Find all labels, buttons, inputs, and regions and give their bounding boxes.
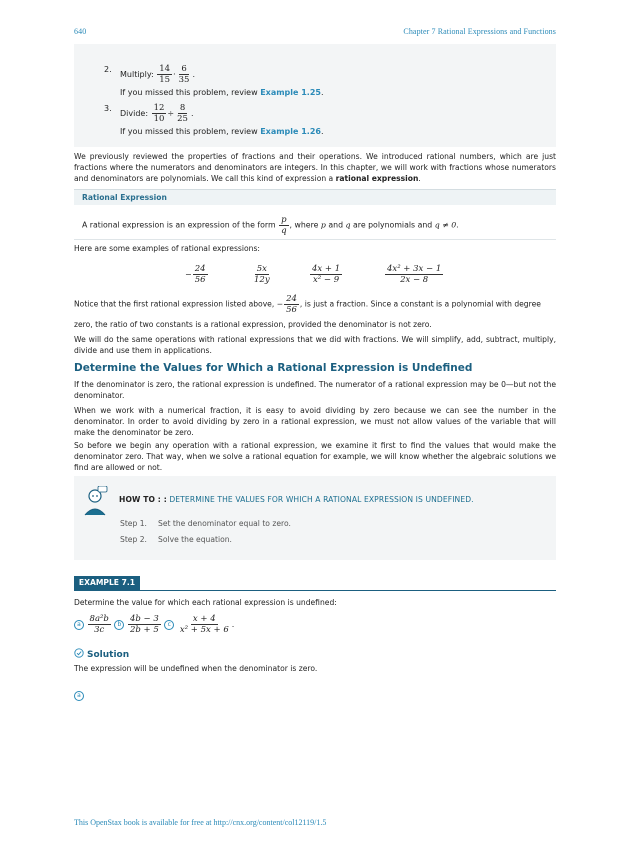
review-note: If you missed this problem, review Example 1.25. — [120, 88, 324, 97]
section-paragraph: If the denominator is zero, the rational expression is undefined. The numerator of a rational expression may be 0—but not the denominator. — [74, 380, 556, 400]
item-number: 2. — [104, 65, 112, 74]
item-number: 3. — [104, 104, 112, 113]
fraction: $\frac{p}{q}$ — [281, 215, 287, 236]
example-header — [74, 576, 556, 591]
fraction: $\frac{12}{10}$ — [153, 103, 165, 124]
readiness-item-2: 2. Multiply: $\frac{14}{15}$ · $\frac{6}{35}$ . — [104, 64, 195, 85]
definition-body: A rational expression is an expression of the form $\frac{p}{q}$ , where p and q are polynomials and q ≠ 0. — [74, 205, 556, 240]
part-label: a — [74, 620, 84, 630]
how-to-title: HOW TO : : DETERMINE THE VALUES FOR WHICH A RATIONAL EXPRESSION IS UNDEFINED. — [119, 495, 474, 504]
fraction: $\frac{14}{15}$ — [159, 64, 171, 85]
part-label: a — [74, 691, 84, 701]
operator: ÷ — [167, 109, 175, 118]
examples-intro: Here are some examples of rational expressions: — [74, 244, 260, 253]
example-expression: $\frac{\text{4x² + 3x − 1}}{2x - 8}$ — [387, 264, 442, 285]
solution-part-a — [74, 685, 84, 704]
section-heading: Determine the Values for Which a Rational Expression is Undefined — [74, 362, 473, 374]
page-number: 640 — [74, 27, 87, 36]
example-expression: − $\frac{24}{56}$ — [185, 264, 206, 285]
example-prompt: Determine the value for which each rational expression is undefined: — [74, 598, 337, 607]
fraction: $\frac{6}{35}$ — [178, 64, 190, 85]
part-label: c — [164, 620, 174, 630]
teacher-icon — [82, 486, 108, 516]
solution-text: The expression will be undefined when the denominator is zero. — [74, 664, 318, 673]
section-paragraph: So before we begin any operation with a rational expression, we examine it first to find the values that would make the denominator zero. That way, when we solve a rational equation for example, we will know whether the algebraic solutions we find are allowed or not. — [74, 441, 556, 472]
operator: · — [173, 70, 176, 79]
operations-paragraph: We will do the same operations with rational expressions that we did with fractions. We will simplify, add, subtract, multiply, divide and use them in applications. — [74, 335, 556, 355]
review-note: If you missed this problem, review Example 1.26. — [120, 127, 324, 136]
section-paragraph: When we work with a numerical fraction, it is easy to avoid dividing by zero because we can see the number in the denominator. In order to avoid dividing by zero in a rational expression, we must not allow values of the variable that will make the denominator be zero. — [74, 406, 556, 437]
fraction: $\frac{8}{25}$ — [177, 103, 188, 124]
example-expression: $\frac{5x}{12y}$ — [254, 264, 270, 285]
solution-heading: Solution — [74, 648, 129, 660]
review-link[interactable]: Example 1.25 — [260, 88, 321, 97]
check-circle-icon — [74, 648, 84, 658]
review-link[interactable]: Example 1.26 — [260, 127, 321, 136]
item-label: Multiply: — [120, 70, 154, 79]
notice-paragraph: Notice that the first rational expression listed above, − $\frac{24}{56}$ , is just a fraction. Since a constant is a polynomial with degree — [74, 294, 541, 315]
example-expression: $\frac{4x + 1}{\text{x² − 9}}$ — [312, 264, 341, 285]
definition-heading: Rational Expression — [74, 189, 556, 205]
notice-paragraph-line2: zero, the ratio of two constants is a rational expression, provided the denominator is not zero. — [74, 320, 432, 329]
item-label: Divide: — [120, 109, 149, 118]
chapter-title: Chapter 7 Rational Expressions and Functions — [403, 27, 556, 36]
readiness-quiz-panel — [74, 44, 556, 147]
how-to-step: Step 2. Solve the equation. — [120, 535, 232, 544]
example-parts: a $\frac{\text{8a²b}}{3c}$ b $\frac{4b - 3}{2b + 5}$ c $\frac{x + 4}{\text{x² + 5x + 6}}$ . — [74, 615, 234, 634]
intro-paragraph: We previously reviewed the properties of fractions and their operations. We introduced rational numbers, which are just fractions where the numerators and denominators are integers. In this chapter, we will work with fractions whose numerators and denominators are polynomials. We call this kind of expression a rational expression. — [74, 152, 556, 183]
part-label: b — [114, 620, 124, 630]
how-to-panel — [74, 476, 556, 560]
how-to-step: Step 1. Set the denominator equal to zero. — [120, 519, 291, 528]
example-label: EXAMPLE 7.1 — [74, 576, 140, 590]
readiness-item-3: 3. Divide: $\frac{12}{10}$ ÷ $\frac{8}{25}$ . — [104, 103, 194, 124]
footer: This OpenStax book is available for free at http://cnx.org/content/col12119/1.5 — [74, 818, 327, 827]
